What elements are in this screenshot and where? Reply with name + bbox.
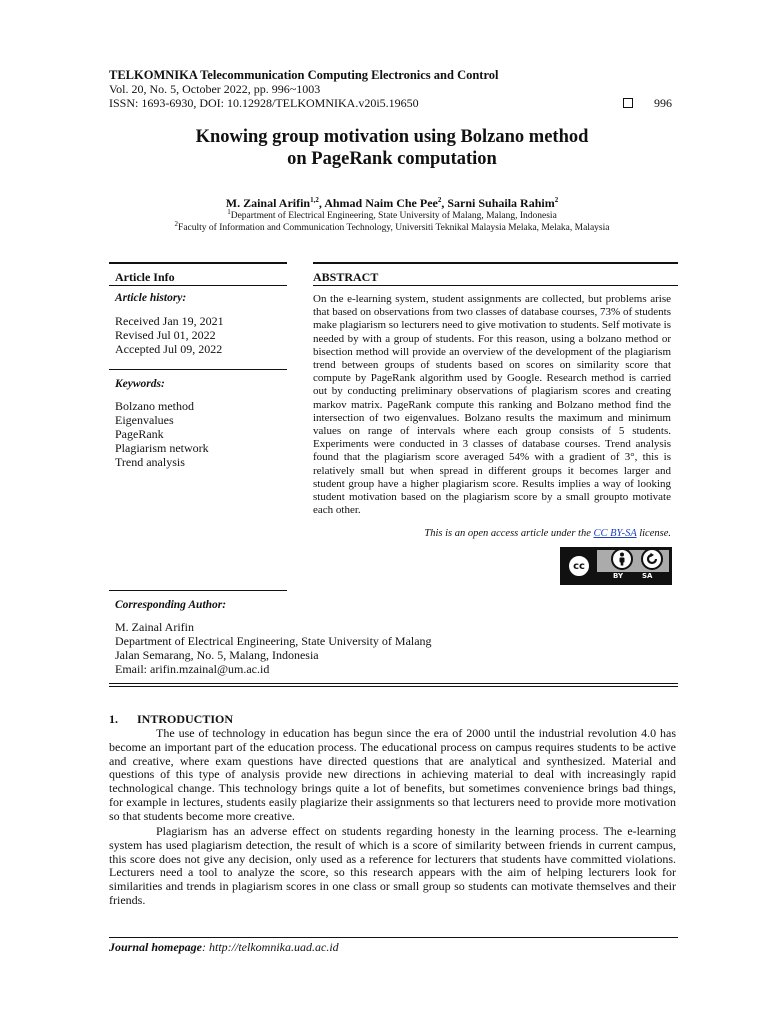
author-name: Sarni Suhaila Rahim <box>447 196 555 210</box>
article-info-head-rule <box>109 285 287 286</box>
article-info-heading: Article Info <box>115 270 175 284</box>
author-list: M. Zainal Arifin$^{1,2}$, Ahmad Naim Che Pee$^2$, Sarni Suhaila Rahim$^2$ <box>225 196 559 210</box>
section-heading: INTRODUCTION <box>137 712 234 726</box>
corresponding-department: Department of Electrical Engineering, State University of Malang <box>115 634 432 648</box>
article-history-label: Article history: <box>115 292 187 304</box>
author-affil-sup: 2 <box>437 196 442 204</box>
history-divider <box>109 369 287 370</box>
abstract-text: On the e-learning system, student assignments are collected, but problems arise that based on observations from two classes of database courses, 73% of students make plagiarism so lecturers need to give motivation to students. Self motivate is needed by with a group of students. For this reason, using a bolzano method or bisection method will provide an overview of the development of the plagiarism trend between groups of students based on scores on similarity score that compute by PageRank algorithm used by Google. Research method is carried out by conducting preliminary observations of plagiarism scores and creating markov matrix. PageRank compute this ranking and Bolzano method find the intersection of two eigenvalues. Bolzano results the maximum and minimum values on range of intervals where each group consists of 5 students. Experiments were conducted in 3 classes of database courses. Trend analysis found that the plagiarism score averaged 54% with a gradient of 3°, this is relatively small but when spread in different groups it becomes larger and student group have a higher plagiarism score. Results implies a way of looking student motivation based on the plagiarism score by a small groupto motivate each other. <box>313 293 671 517</box>
sa-label: SA <box>642 572 653 580</box>
attribution-person-icon <box>611 548 633 570</box>
by-label: BY <box>613 572 624 580</box>
keywords-label: Keywords: <box>115 378 165 390</box>
affiliation-sup: 2 <box>174 219 179 228</box>
affiliation-2 <box>0 219 768 233</box>
history-item: Accepted Jul 09, 2022 <box>115 342 223 356</box>
author-affil-sup: 1,2 <box>310 196 319 204</box>
journal-homepage <box>109 940 339 955</box>
journal-volume: Vol. 20, No. 5, October 2022, pp. 996~1003 <box>109 82 321 96</box>
keyword-item: PageRank <box>115 427 164 441</box>
footer-rule <box>109 937 678 938</box>
cc-logo-icon: cc <box>567 554 591 578</box>
cc-license-link[interactable]: CC BY-SA <box>593 528 637 539</box>
title-line-1: Knowing group motivation using Bolzano method <box>195 127 589 147</box>
article-history-list <box>115 314 224 356</box>
history-item: Revised Jul 01, 2022 <box>115 328 216 342</box>
corresponding-address: Jalan Semarang, No. 5, Malang, Indonesia <box>115 648 319 662</box>
keyword-item: Bolzano method <box>115 399 194 413</box>
cc-by-sa-badge[interactable] <box>560 547 672 585</box>
abstract-top-rule <box>313 262 678 264</box>
license-prefix: This is an open access article under the <box>424 528 594 539</box>
corresponding-email: Email: arifin.mzainal@um.ac.id <box>115 662 270 676</box>
page-number: 996 <box>654 96 672 110</box>
affiliation-sup: 1 <box>227 207 231 216</box>
journal-name: TELKOMNIKA Telecommunication Computing Electronics and Control <box>109 68 499 82</box>
affiliation-1 <box>0 207 768 221</box>
paper-title <box>0 126 768 170</box>
license-suffix: license. <box>636 528 671 539</box>
share-alike-arrow-icon <box>645 552 659 566</box>
intro-paragraph-1: The use of technology in education has begun since the era of 2000 until the industrial revolution 4.0 has become an important part of the education process. The educational process on campus requires students to be active and creative, where exam questions have directed questions that are analytical and synthesized. Material and questions of this type of analysis provide new directions in achieving material to deal with increasingly rapid technological change. This technology brings quite a lot of benefits, but sometimes convenience brings bad things, for example in lectures, students easily plagiarize their assignments so that lecturers need to provide more motivation so that students become more creative. <box>109 726 676 823</box>
keywords-list <box>115 399 209 469</box>
cc-labels <box>597 572 669 582</box>
keywords-divider <box>109 590 287 591</box>
corresponding-author-block <box>115 620 432 676</box>
homepage-colon: : <box>202 940 210 954</box>
keyword-item: Plagiarism network <box>115 441 209 455</box>
homepage-label: Journal homepage <box>109 940 203 954</box>
affiliation-text: Faculty of Information and Communication Technology, Universiti Teknikal Malaysia Melaka, Melaka, Malaysia <box>178 223 610 233</box>
license-note <box>313 528 671 539</box>
abstract-heading: ABSTRACT <box>313 270 379 284</box>
square-icon <box>623 98 633 108</box>
person-icon <box>616 552 628 566</box>
share-alike-icon <box>641 548 663 570</box>
author-name: M. Zainal Arifin <box>225 196 311 210</box>
author-name: Ahmad Naim Che Pee <box>324 196 438 210</box>
corresponding-bottom-rule-2 <box>109 686 678 687</box>
keyword-item: Eigenvalues <box>115 413 174 427</box>
journal-issn-doi: ISSN: 1693-6930, DOI: 10.12928/TELKOMNIKA.v20i5.19650 <box>109 96 419 110</box>
intro-paragraph-2: Plagiarism has an adverse effect on students regarding honesty in the learning process. The e-learning system has used plagiarism detection, the result of which is a score of similarity between friends in current campus, this score does not give any decision, only used as a reference for lecturers that students have committed violations. Lecturers need a tool to analyze the score, so this research appears with the aim of helping lecturers look for similarities and trends in plagiarism scores in one class or small group so students can motivate themselves and their friends. <box>109 824 676 907</box>
article-info-top-rule <box>109 262 287 264</box>
author-affil-sup: 2 <box>554 196 559 204</box>
abstract-head-rule <box>313 285 678 286</box>
corresponding-author-label: Corresponding Author: <box>115 599 227 611</box>
section-number: 1. <box>109 712 118 726</box>
title-line-2: on PageRank computation <box>287 149 497 169</box>
history-item: Received Jan 19, 2021 <box>115 314 224 328</box>
homepage-url[interactable]: http://telkomnika.uad.ac.id <box>209 940 339 954</box>
keyword-item: Trend analysis <box>115 455 185 469</box>
corresponding-bottom-rule-1 <box>109 683 678 684</box>
corresponding-name: M. Zainal Arifin <box>115 620 194 634</box>
affiliation-text: Department of Electrical Engineering, State University of Malang, Malang, Indonesia <box>230 211 557 221</box>
